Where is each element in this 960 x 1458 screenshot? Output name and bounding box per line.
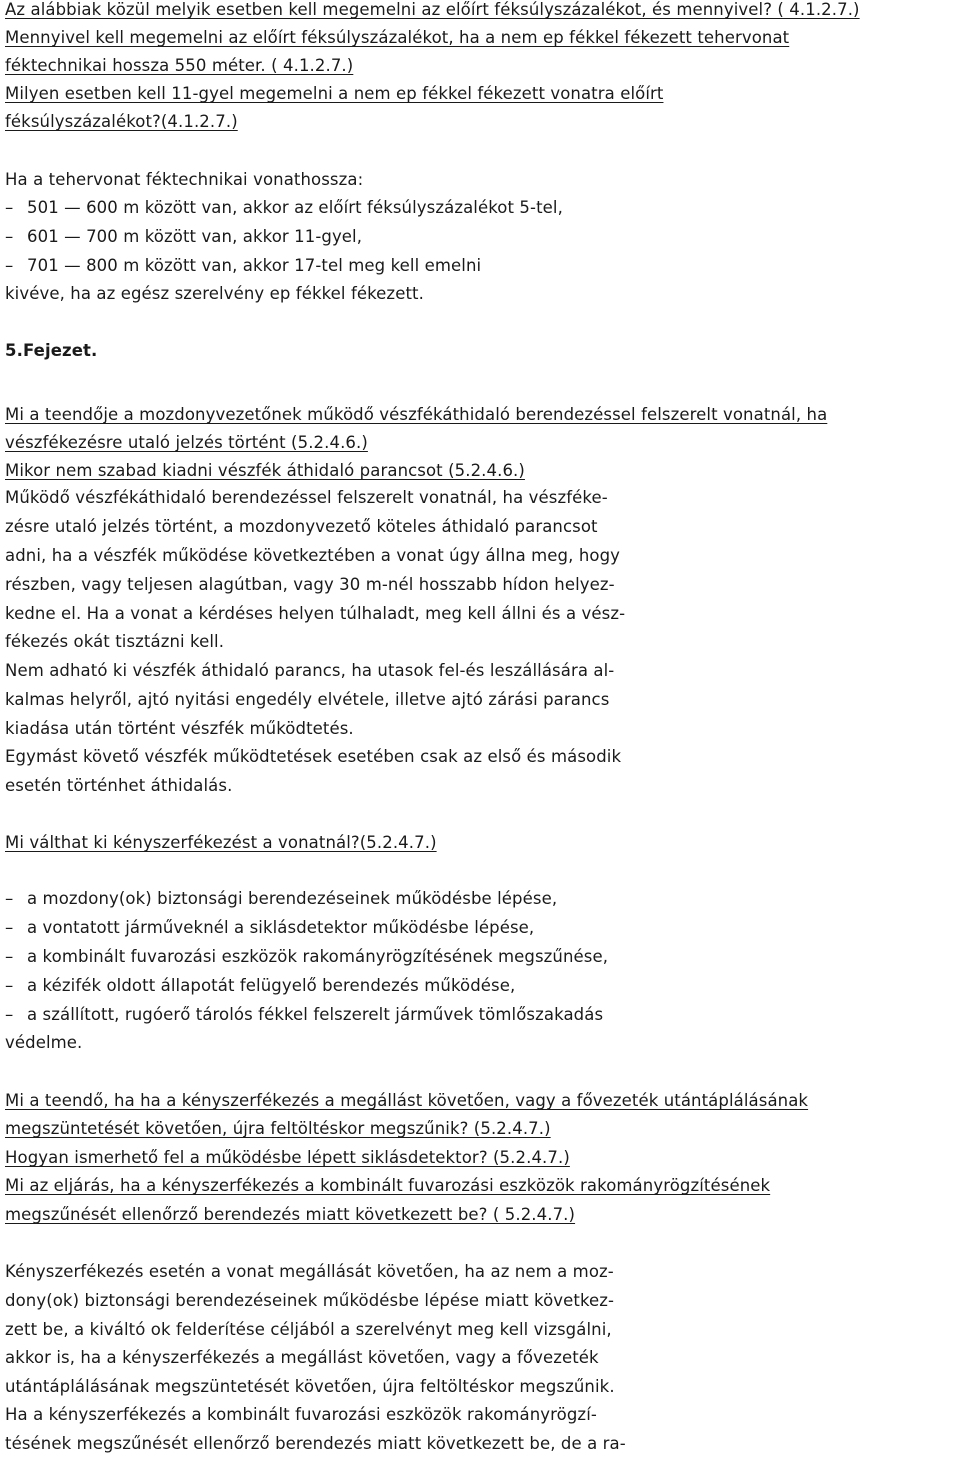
answer-line: Egymást követő vészfék működtetések esetében csak az első és második [5,747,622,766]
question-line: Milyen esetben kell 11-gyel megemelni a nem ep fékkel fékezett vonatra előírt [5,84,664,103]
answer-outro: kivéve, ha az egész szerelvény ep fékkel fékezett. [5,284,424,303]
answer-outro: védelme. [5,1033,83,1052]
answer-line: kalmas helyről, ajtó nyitási engedély elvétele, illetve ajtó zárási parancs [5,690,610,709]
question-line: vészfékezésre utaló jelzés történt (5.2.4.6.) [5,433,368,452]
dash-bullet: – [5,976,14,995]
list-item-text: 501 — 600 m között van, akkor az előírt féksúlyszázalékot 5-tel, [27,198,563,217]
answer-line: utántáplálásának megszüntetését követően, újra feltöltéskor megszűnik. [5,1377,615,1396]
list-item [5,227,362,247]
answer-line: Nem adható ki vészfék áthidaló parancs, ha utasok fel-és leszállására al- [5,661,615,680]
list-item-text: a kézifék oldott állapotát felügyelő berendezés működése, [27,976,516,995]
question-line: féksúlyszázalékot?(4.1.2.7.) [5,112,238,131]
question-line: féktechnikai hossza 550 méter. ( 4.1.2.7.) [5,56,354,75]
list-item [5,198,563,218]
question-line: Mi válthat ki kényszerfékezést a vonatnál?(5.2.4.7.) [5,833,437,852]
answer-intro: Ha a tehervonat féktechnikai vonathossza: [5,170,364,189]
question-line: Mi a teendő, ha ha a kényszerfékezés a megállást követően, vagy a fővezeték utántáplálásának [5,1091,809,1110]
list-item [5,256,481,276]
answer-line: adni, ha a vészfék működése következtében a vonat úgy állna meg, hogy [5,546,621,565]
list-item [5,889,557,909]
list-item [5,976,515,996]
answer-line: esetén történhet áthidalás. [5,776,233,795]
question-line: Az alábbiak közül melyik esetben kell megemelni az előírt féksúlyszázalékot, és mennyivel? ( 4.1.2.7.) [5,0,860,19]
chapter-heading: 5.Fejezet. [5,341,98,360]
dash-bullet: – [5,198,14,217]
list-item [5,1005,603,1025]
list-item-text: a mozdony(ok) biztonsági berendezéseinek működésbe lépése, [27,889,558,908]
answer-line: Ha a kényszerfékezés a kombinált fuvarozási eszközök rakományrögzí- [5,1405,597,1424]
question-line: Hogyan ismerhető fel a működésbe lépett siklásdetektor? (5.2.4.7.) [5,1148,570,1167]
answer-line: akkor is, ha a kényszerfékezés a megállást követően, vagy a fővezeték [5,1348,599,1367]
dash-bullet: – [5,918,14,937]
dash-bullet: – [5,947,14,966]
question-line: Mennyivel kell megemelni az előírt féksúlyszázalékot, ha a nem ep fékkel fékezett tehervonat [5,28,790,47]
answer-line: részben, vagy teljesen alagútban, vagy 30 m-nél hosszabb hídon helyez- [5,575,615,594]
list-item-text: 701 — 800 m között van, akkor 17-tel meg kell emelni [27,256,482,275]
question-line: megszűnését ellenőrző berendezés miatt következett be? ( 5.2.4.7.) [5,1205,576,1224]
answer-line: Működő vészfékáthidaló berendezéssel felszerelt vonatnál, ha vészféke- [5,488,608,507]
question-line: Mi a teendője a mozdonyvezetőnek működő vészfékáthidaló berendezéssel felszerelt vonatnál, ha [5,405,828,424]
answer-line: dony(ok) biztonsági berendezéseinek működésbe lépése miatt következ- [5,1291,615,1310]
list-item [5,918,534,938]
list-item [5,947,608,967]
question-line: Mikor nem szabad kiadni vészfék áthidaló parancsot (5.2.4.6.) [5,461,525,480]
list-item-text: a vontatott járműveknél a siklásdetektor működésbe lépése, [27,918,535,937]
answer-line: zett be, a kiváltó ok felderítése céljából a szerelvényt meg kell vizsgálni, [5,1320,612,1339]
dash-bullet: – [5,256,14,275]
question-line: Mi az eljárás, ha a kényszerfékezés a kombinált fuvarozási eszközök rakományrögzítésének [5,1176,771,1195]
list-item-text: a szállított, rugóerő tárolós fékkel felszerelt járművek tömlőszakadás [27,1005,604,1024]
list-item-text: 601 — 700 m között van, akkor 11-gyel, [27,227,363,246]
answer-line: fékezés okát tisztázni kell. [5,632,225,651]
question-line: megszüntetését követően, újra feltöltéskor megszűnik? (5.2.4.7.) [5,1119,551,1138]
dash-bullet: – [5,1005,14,1024]
answer-line: kiadása után történt vészfék működtetés. [5,719,354,738]
answer-line: Kényszerfékezés esetén a vonat megállását követően, ha az nem a moz- [5,1262,614,1281]
dash-bullet: – [5,227,14,246]
answer-line: zésre utaló jelzés történt, a mozdonyvezető köteles áthidaló parancsot [5,517,598,536]
answer-line: tésének megszűnését ellenőrző berendezés miatt következett be, de a ra- [5,1434,626,1453]
list-item-text: a kombinált fuvarozási eszközök rakományrögzítésének megszűnése, [27,947,609,966]
answer-line: kedne el. Ha a vonat a kérdéses helyen túlhaladt, meg kell állni és a vész- [5,604,626,623]
dash-bullet: – [5,889,14,908]
